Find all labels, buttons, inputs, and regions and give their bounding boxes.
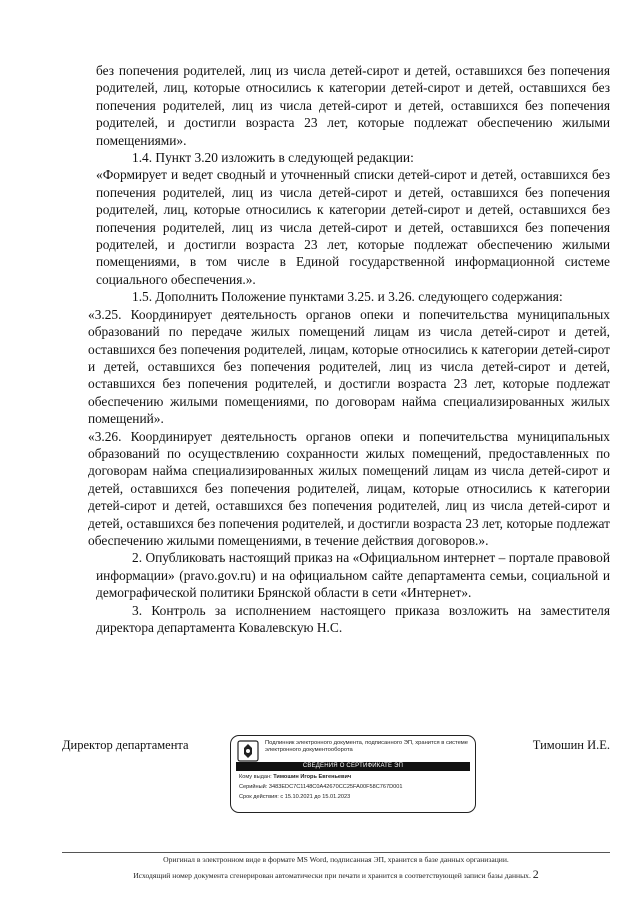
page-number: 2 — [532, 867, 539, 881]
stamp-notice: Подлинник электронного документа, подписанного ЭП, хранится в системе электронного документооборота — [265, 740, 469, 753]
paragraph-1: без попечения родителей, лиц из числа детей-сирот и детей, оставшихся без попечения родителей, лиц, которые относились к категории детей-сирот и детей, оставшихся без попечения родителей, лиц из числа детей-сирот и детей, оставшихся без попечения родителей, и достигли возраста 23 лет, которые подлежат обеспечению жилыми помещениями». — [96, 63, 610, 148]
paragraph-quote-3-26: «3.26. Координирует деятельность органов опеки и попечительства муниципальных образований по осуществлению сохранности жилых помещений, предоставленных по договорам найма специализированных жилых помещений лицам из числа детей-сирот и детей, оставшихся без попечения родителей, лицам, которые относились к категории детей-сирот и детей, оставшихся без попечения родителей, лиц из числа детей-сирот и детей, оставшихся без попечения родителей, и достигли возраста 23 лет, которые подлежат обеспечению жилыми помещениями, в течение действия договоров.». — [88, 428, 610, 548]
stamp-validity-value: с 15.10.2021 до 15.01.2023 — [280, 794, 351, 800]
signature-block — [62, 735, 610, 821]
stamp-serial-label: Серийный: — [239, 784, 268, 790]
stamp-serial — [239, 784, 403, 791]
paragraph-item-2: 2. Опубликовать настоящий приказ на «Официальном интернет – портале правовой информации» (pravo.gov.ru) и на официальном сайте департамента семьи, социальной и демографической политики Брянской области в сети «Интернет». — [96, 550, 610, 601]
paragraph-item-3: 3. Контроль за исполнением настоящего приказа возложить на заместителя директора департамента Ковалевскую Н.С. — [96, 602, 610, 635]
stamp-validity-label: Срок действия: — [239, 794, 279, 800]
stamp-validity — [239, 794, 350, 801]
footer-line-2-text: Исходящий номер документа сгенерирован автоматически при печати и хранится в соответствующей записи базы данных. — [133, 871, 531, 880]
footer-line-2 — [62, 867, 610, 882]
coat-of-arms-icon — [237, 740, 259, 762]
paragraph-item-1-4: 1.4. Пункт 3.20 изложить в следующей редакции: — [132, 150, 414, 166]
electronic-signature-stamp — [230, 735, 476, 813]
paragraph-quote-3-25: «3.25. Координирует деятельность органов опеки и попечительства муниципальных образований по передаче жилых помещений лицам из числа детей-сирот и детей, оставшихся без попечения родителей, лицам, которые относились к категории детей-сирот и детей, оставшихся без попечения родителей, лиц из числа детей-сирот и детей, оставшихся без попечения родителей, и достигли возраста 23 лет, которые подлежат обеспечению жилыми помещениями, по договорам найма специализированных жилых помещений». — [88, 306, 610, 427]
stamp-serial-value: 3483EDC7C1148C0A42670CC25FA00F58C767D001 — [268, 784, 403, 790]
footer-line-1: Оригинал в электронном виде в формате MS Word, подписанная ЭП, хранится в базе данных организации. — [163, 855, 509, 864]
signatory-position: Директор департамента — [62, 738, 189, 752]
stamp-header: СВЕДЕНИЯ О СЕРТИФИКАТЕ ЭП — [236, 762, 470, 771]
footer-divider — [62, 852, 610, 853]
stamp-issued-to-label: Кому выдан: — [239, 774, 272, 780]
document-body — [88, 62, 610, 636]
paragraph-item-1-5: 1.5. Дополнить Положение пунктами 3.25. и 3.26. следующего содержания: — [132, 289, 563, 305]
stamp-issued-to — [239, 774, 351, 781]
stamp-issued-to-value: Тимошин Игорь Евгеньевич — [273, 774, 352, 780]
signatory-name: Тимошин И.Е. — [532, 738, 610, 752]
paragraph-quote-3-20: «Формирует и ведет сводный и уточненный списки детей-сирот и детей, оставшихся без попечения родителей, лиц из числа детей-сирот и детей, оставшихся без попечения родителей, лиц, которые относились к категории детей-сирот и детей, оставшихся без попечения родителей, лиц из числа детей-сирот и детей, оставшихся без попечения родителей, и достигли возраста 23 лет, которые подлежат обеспечению жилыми помещениями, в том числе в Единой государственной информационной системе социального обеспечения.». — [96, 167, 610, 287]
